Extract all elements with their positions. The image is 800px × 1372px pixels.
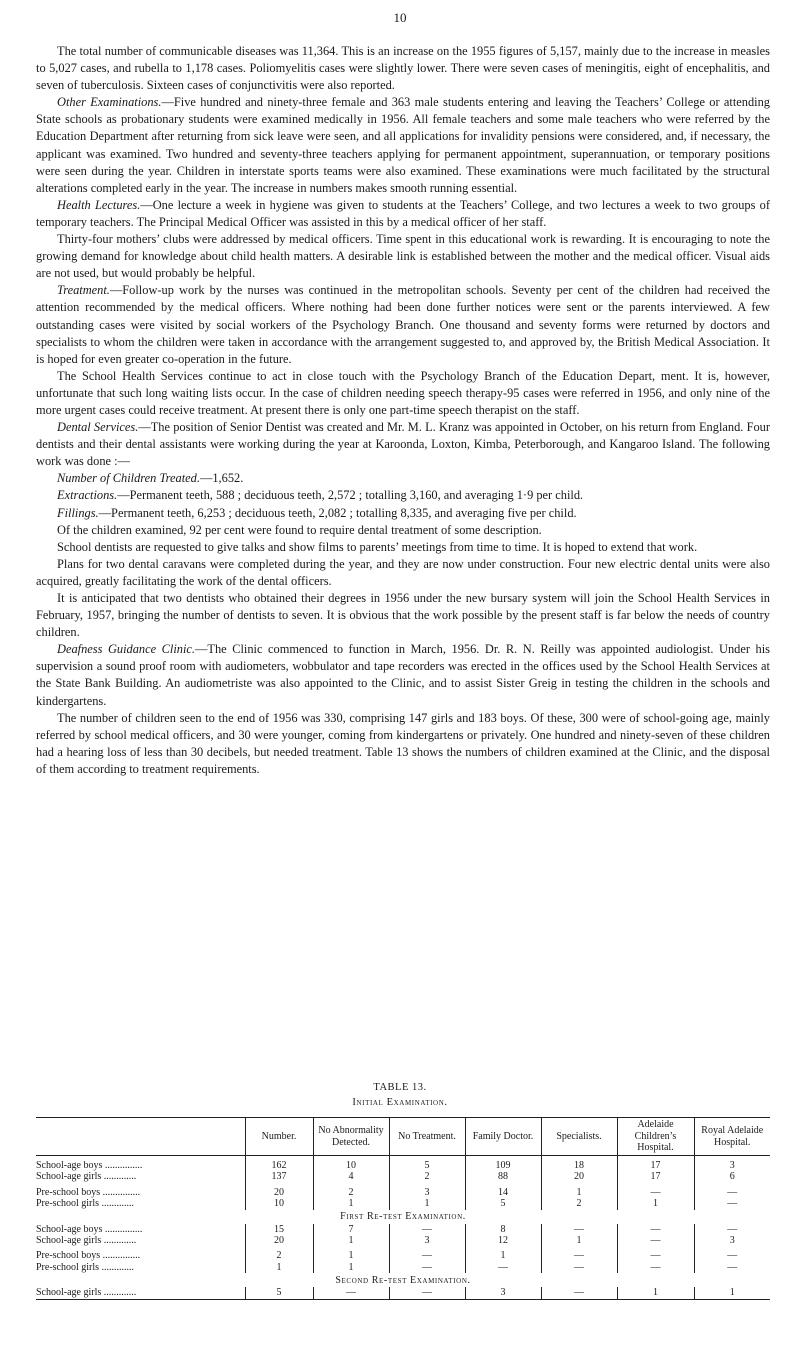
table-cell: — [694,1198,770,1209]
table-cell: 17 [617,1171,694,1182]
table-row [36,1198,770,1209]
table-cell: — [694,1262,770,1273]
table-cell: 15 [245,1224,313,1235]
table-cell: 2 [245,1250,313,1261]
column-header: Royal Adelaide Hospital. [694,1118,770,1156]
paragraph-text: —The Clinic commenced to function in March, 1956. Dr. R. N. Reilly was appointed audiologist. Under his supervision a sound proof room with audiometers, wobbulator and tape recorders was erected in the offices used by the School Health Services at the State Bank Building. An audiometriste was also appointed to the Clinic, and to assist Sister Greig in testing the children in the schools and kindergartens. [36,642,770,708]
section-heading-row [36,1210,770,1224]
table-cell: 2 [541,1198,617,1209]
table-cell: — [617,1224,694,1235]
paragraph-text: It is anticipated that two dentists who obtained their degrees in 1956 under the new bursary system will join the School Health Services in February, 1957, bringing the number of dentists to seven. It is obvious that the work possible by the present staff is far below the needs of country children. [36,591,770,640]
table-cell: — [617,1187,694,1198]
column-header: Number. [245,1118,313,1156]
row-label: Pre-school girls ............. [36,1261,135,1273]
table-cell: 109 [465,1160,541,1171]
table-cell: — [617,1235,694,1246]
table-cell: 1 [313,1235,389,1246]
paragraph [36,470,770,487]
column-header: No Abnormality Detected. [313,1118,389,1156]
table-cell: 5 [389,1160,465,1171]
table-cell: 7 [313,1224,389,1235]
table-cell: 1 [541,1235,617,1246]
table-cell: 3 [389,1235,465,1246]
table-cell: 1 [617,1287,694,1299]
column-header: Specialists. [541,1118,617,1156]
table-cell: 1 [313,1262,389,1273]
table-cell: — [694,1187,770,1198]
section-heading-row [36,1273,770,1287]
table-cell: 4 [313,1171,389,1182]
table-cell: 3 [694,1235,770,1246]
paragraph-text: The total number of communicable diseases was 11,364. This is an increase on the 1955 figures of 5,157, mainly due to the increase in measles to 5,027 cases, and rubella to 1,178 cases. Poliomyelitis cases were slightly lower. There were seven cases of meningitis, eight of encephalitis, and seven of tuberculosis. Sixteen cases of conjunctivitis were also reported. [36,44,770,93]
table-cell: — [694,1224,770,1235]
table-cell: 6 [694,1171,770,1182]
table-row [36,1262,770,1273]
table-cell: 10 [313,1160,389,1171]
column-header: Adelaide Children’s Hospital. [617,1118,694,1156]
table-cell: 1 [389,1198,465,1209]
row-label: Pre-school boys ............... [36,1250,141,1262]
table-cell: 20 [541,1171,617,1182]
section-heading: Second Re-test Examination. [335,1274,471,1286]
table-cell: 137 [245,1171,313,1182]
paragraph-text: The School Health Services continue to act in close touch with the Psychology Branch of the Education Depart, ment. It is, however, unfortunate that such long waiting lists occur. In the case of children needing speech therapy-95 cases were referred in 1956, and only nine of the more urgent cases could receive treatment. At present there is only one part-time speech therapist on the staff. [36,368,770,417]
table-cell: 1 [541,1187,617,1198]
row-label: Pre-school girls ............. [36,1198,135,1210]
paragraph [36,505,770,522]
paragraph [36,487,770,504]
paragraph [36,282,770,367]
table-row [36,1235,770,1246]
data-table [36,1117,770,1300]
table-cell: 3 [389,1187,465,1198]
table-row [36,1171,770,1182]
paragraph [36,43,770,94]
table-cell: — [617,1250,694,1261]
table-cell: 17 [617,1160,694,1171]
table-cell: — [694,1250,770,1261]
paragraph-text: —One lecture a week in hygiene was given to students at the Teachers’ College, and two lectures a week to two groups of temporary teachers. The Principal Medical Officer was assisted in this by a medical officer of her staff. [36,197,770,229]
body-text [36,43,770,778]
row-label-header [36,1118,245,1156]
table-cell: — [541,1287,617,1299]
paragraph [36,368,770,419]
table-cell: 5 [245,1287,313,1299]
table-cell: 10 [245,1198,313,1209]
column-header: Family Doctor. [465,1118,541,1156]
table-cell: 1 [245,1262,313,1273]
table-row [36,1187,770,1198]
paragraph-text: —Follow-up work by the nurses was continued in the metropolitan schools. Seventy per cent of the children had received the attention recommended by the medical officers. Where nothing had been done further notices were sent or the parents interviewed. A few outstanding cases were visited by social workers of the Psychology Branch. One thousand and seventy forms were returned by doctors and specialists to whom the children were taken in accordance with the arrangement suggested to, and approved by, the British Medical Association. It is hoped for even greater co-operation in the future. [36,283,770,366]
paragraph-heading: Health Lectures. [57,197,141,212]
paragraph [36,641,770,709]
table-header-row [36,1118,770,1156]
table-cell: 18 [541,1160,617,1171]
paragraph-text: The number of children seen to the end of 1956 was 330, comprising 147 girls and 183 boys. Of these, 300 were of school-going age, mainly referred by school medical officers, and 30 were younger, coming from kindergartens or privately. One hundred and ninety-seven of these children had a hearing loss of less than 30 decibels, but needed treatment. Table 13 shows the numbers of children examined at the Clinic, and the disposal of them according to treatment requirements. [36,710,770,776]
table-cell: 162 [245,1160,313,1171]
row-label: School-age girls ............. [36,1171,137,1183]
paragraph-text: Thirty-four mothers’ clubs were addressed by medical officers. Time spent in this educational work is rewarding. It is encouraging to note the growing demand for knowledge about child health matters. A desirable link is established between the mother and the medical officer. Visual aids are not used, but would probably be helpful. [36,232,770,281]
paragraph-text: —Permanent teeth, 588 ; deciduous teeth, 2,572 ; totalling 3,160, and averaging 1·9 per child. [117,488,584,503]
paragraph [36,590,770,641]
table-cell: — [389,1287,465,1299]
table-cell: 2 [313,1187,389,1198]
table-cell: 14 [465,1187,541,1198]
table-cell: — [541,1250,617,1261]
table-cell: 3 [465,1287,541,1299]
row-label: Pre-school boys ............... [36,1186,141,1198]
paragraph-text: —Permanent teeth, 6,253 ; deciduous teeth, 2,082 ; totalling 8,335, and averaging five per child. [98,505,577,520]
row-label: School-age boys ............... [36,1160,143,1171]
paragraph [36,231,770,282]
column-header: No Treatment. [389,1118,465,1156]
paragraph [36,197,770,231]
row-label: School-age girls ............. [36,1287,245,1299]
table-cell: 88 [465,1171,541,1182]
table-cell: 3 [694,1160,770,1171]
paragraph-text: School dentists are requested to give talks and show films to parents’ meetings from time to time. It is hoped to extend that work. [57,539,698,554]
paragraph-heading: Fillings. [57,505,99,520]
table-row [36,1287,770,1299]
table-cell: — [389,1250,465,1261]
table-cell: 1 [465,1250,541,1261]
paragraph [36,710,770,778]
table-cell: 1 [313,1250,389,1261]
table-row [36,1160,770,1171]
paragraph-text: —Five hundred and ninety-three female and 363 male students entering and leaving the Teachers’ College or attending State schools as probationary students were examined medically in 1956. All female teachers and some male teachers who were referred by the Education Department after returning from sick leave were seen, and all applications for invalidity pensions were considered, and, if necessary, the applicant was examined. Two hundred and seventy-three teachers applying for permanent appointment, superannuation, or temporary positions were seen during the year. Children in interstate sports teams were also examined. These examinations were much facilitated by the structural alterations completed early in the year. The increase in numbers makes smooth running essential. [36,95,770,195]
paragraph-heading: Extractions. [57,488,118,503]
section-heading: First Re-test Examination. [340,1210,466,1222]
paragraph [36,94,770,197]
table-cell: — [541,1262,617,1273]
table-cell: 20 [245,1235,313,1246]
paragraph-text: —The position of Senior Dentist was created and Mr. M. L. Kranz was appointed in October, on his return from England. Four dentists and their dental assistants were working during the year at Karoonda, Loxton, Kimba, Peterborough, and Kangaroo Island. The following work was done :— [36,420,770,469]
paragraph [36,556,770,590]
page-number: 10 [393,10,407,25]
table-cell: 2 [389,1171,465,1182]
table-cell: — [617,1262,694,1273]
paragraph [36,539,770,556]
table-cell: 20 [245,1187,313,1198]
paragraph-text: Plans for two dental caravans were completed during the year, and they are now under construction. Four new electric dental units were also acquired, greatly facilitating the work of the dental officers. [36,556,770,588]
table-subtitle: Initial Examination. [352,1097,448,1108]
table-cell: 5 [465,1198,541,1209]
row-label: School-age boys ............... [36,1223,143,1235]
paragraph-text: Of the children examined, 92 per cent were found to require dental treatment of some description. [57,522,542,537]
table-cell: 12 [465,1235,541,1246]
table-cell: — [389,1262,465,1273]
table-row [36,1224,770,1235]
table-title: TABLE 13. [373,1082,427,1093]
paragraph [36,522,770,539]
paragraph [36,419,770,470]
paragraph-heading: Dental Services. [57,420,139,435]
table-cell: 1 [313,1198,389,1209]
table-cell: — [541,1224,617,1235]
table-row [36,1250,770,1261]
table-cell: — [313,1287,389,1299]
table-cell: — [465,1262,541,1273]
table-cell: 1 [617,1198,694,1209]
paragraph-text: —1,652. [199,471,244,486]
paragraph-heading: Number of Children Treated. [57,471,200,486]
row-label: School-age girls ............. [36,1235,137,1247]
paragraph-heading: Deafness Guidance Clinic. [57,642,196,657]
table-cell: 1 [694,1287,770,1299]
paragraph-heading: Other Examinations. [57,95,162,110]
paragraph-heading: Treatment. [57,283,110,298]
table-cell: 8 [465,1224,541,1235]
table-cell: — [389,1224,465,1235]
